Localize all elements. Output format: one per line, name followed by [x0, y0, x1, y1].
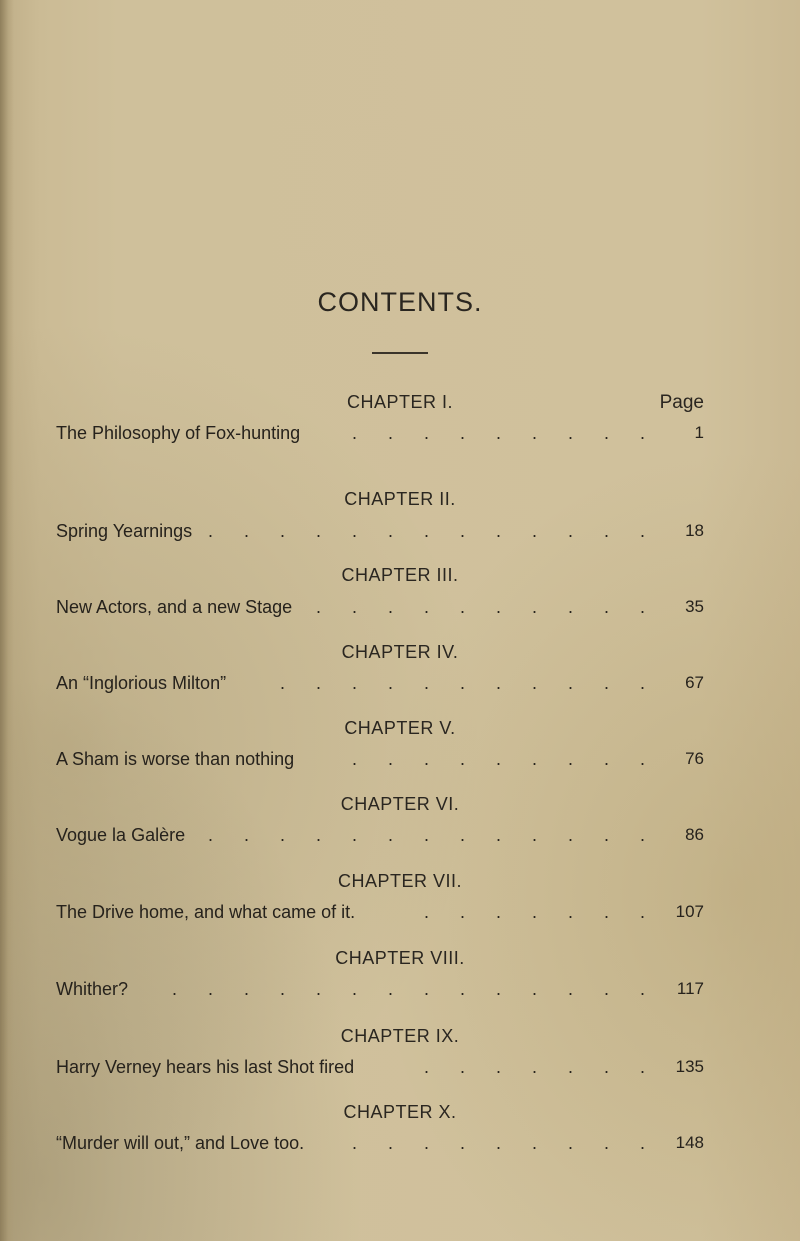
page-binding-shadow	[0, 0, 14, 1241]
toc-entry[interactable]	[56, 825, 704, 851]
chapter-page-number: 117	[676, 979, 704, 998]
chapter-page-number: 67	[685, 673, 704, 692]
chapter-title: A Sham is worse than nothing	[56, 749, 295, 769]
chapter-heading: CHAPTER IX.	[340, 1026, 460, 1046]
chapter-heading: CHAPTER II.	[344, 489, 456, 509]
chapter-heading: CHAPTER X.	[343, 1102, 457, 1122]
leader-dots: . . . . . . .	[423, 902, 658, 922]
chapter-heading: CHAPTER I.	[346, 392, 453, 412]
chapter-page-number: 135	[675, 1057, 704, 1076]
toc-entry[interactable]	[56, 902, 704, 928]
chapter-title: An “Inglorious Milton”	[56, 673, 227, 693]
chapter-heading: CHAPTER IV.	[341, 642, 459, 662]
chapter-title: Harry Verney hears his last Shot fired	[56, 1057, 355, 1077]
chapter-title: Vogue la Galère	[56, 825, 186, 845]
page-title: CONTENTS.	[317, 287, 483, 317]
leader-dots: . . . . . . . . . . . . .	[207, 521, 658, 541]
chapter-heading: CHAPTER V.	[344, 718, 456, 738]
leader-dots: . . . . . . . . . . . . .	[207, 825, 658, 845]
chapter-heading: CHAPTER VI.	[340, 794, 460, 814]
chapter-title: “Murder will out,” and Love too.	[56, 1133, 305, 1153]
chapter-title: The Drive home, and what came of it.	[56, 902, 356, 922]
chapter-page-number: 76	[685, 749, 704, 768]
toc-entry[interactable]	[56, 597, 704, 623]
toc-entry[interactable]	[56, 749, 704, 775]
leader-dots: . . . . . . . . .	[351, 1133, 658, 1153]
chapter-page-number: 86	[685, 825, 704, 844]
leader-dots: . . . . . . .	[423, 1057, 658, 1077]
chapter-page-number: 1	[694, 423, 704, 442]
chapter-page-number: 35	[685, 597, 704, 616]
chapter-title: The Philosophy of Fox-hunting	[56, 423, 301, 443]
toc-entry[interactable]	[56, 1057, 704, 1083]
chapter-page-number: 107	[675, 902, 704, 921]
leader-dots: . . . . . . . . .	[351, 423, 658, 443]
leader-dots: . . . . . . . . .	[351, 749, 658, 769]
title-rule	[372, 352, 428, 354]
leader-dots: . . . . . . . . . .	[315, 597, 658, 617]
toc-entry[interactable]	[56, 521, 704, 547]
chapter-title: New Actors, and a new Stage	[56, 597, 293, 617]
leader-dots: . . . . . . . . . . .	[279, 673, 658, 693]
toc-entry[interactable]	[56, 673, 704, 699]
leader-dots: . . . . . . . . . . . . . .	[171, 979, 658, 999]
toc-entry[interactable]	[56, 979, 704, 1005]
chapter-page-number: 148	[675, 1133, 704, 1152]
chapter-heading: CHAPTER III.	[341, 565, 459, 585]
toc-entry[interactable]	[56, 423, 704, 449]
chapter-title: Whither?	[56, 979, 129, 999]
chapter-heading: CHAPTER VIII.	[335, 948, 465, 968]
toc-entry[interactable]	[56, 1133, 704, 1159]
chapter-heading: CHAPTER VII.	[337, 871, 463, 891]
chapter-page-number: 18	[685, 521, 704, 540]
page-column-label: Page	[659, 392, 704, 413]
chapter-title: Spring Yearnings	[56, 521, 193, 541]
